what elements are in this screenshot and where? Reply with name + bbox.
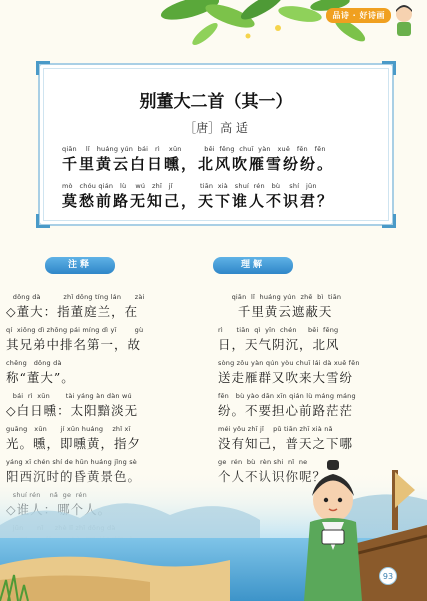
series-badge: 品诗 · 好诗画 <box>326 8 391 23</box>
poem-card <box>38 63 394 226</box>
poem-line <box>62 182 378 211</box>
understanding-pinyin: méi yǒu zhī jǐ pǔ tiān zhī xià nǎ <box>218 425 333 433</box>
note-line <box>6 359 204 392</box>
note-text: 光。曛，即曛黄，指夕 <box>6 436 142 451</box>
card-corner <box>36 61 50 75</box>
understanding-section-tab: 理解 <box>213 257 293 274</box>
note-pinyin: yáng xī chén shí de hūn huáng jǐng sè <box>6 458 137 466</box>
mascot-icon <box>391 4 417 38</box>
poem-line-text: 千里黄云白日曛，北风吹雁雪纷纷。 <box>62 155 335 173</box>
page-number: 93 <box>379 567 397 585</box>
note-text: 称“董大”。 <box>6 370 75 385</box>
understanding-pinyin: rì tiān qì yīn chén běi fēng <box>218 326 339 334</box>
understanding-pinyin: sòng zǒu yàn qún yòu chuī lái dà xuě fēn <box>218 359 360 367</box>
poem-author: ［唐］高 适 <box>184 121 248 135</box>
understanding-line <box>218 326 418 359</box>
poem-line-text: 莫愁前路无知己，天下谁人不识君？ <box>62 192 335 210</box>
note-line <box>6 326 204 359</box>
understanding-line <box>218 392 418 425</box>
note-line <box>6 392 204 425</box>
note-pinyin: dǒng dà zhǐ dǒng tíng lán zài <box>6 293 145 301</box>
understanding-pinyin: fēn bù yào dān xīn qián lù máng máng <box>218 392 356 400</box>
note-line <box>6 293 204 326</box>
understanding-pinyin: ge rén bù rèn shi nǐ ne <box>218 458 308 466</box>
poem-line <box>62 145 378 174</box>
understanding-text: 千里黄云遮蔽天 <box>218 304 333 319</box>
river-scene-illustration <box>0 430 427 601</box>
poem-line-pinyin: qiān lǐ huáng yún bái rì xūn běi fēng chuī yàn xuě fēn fēn <box>62 145 326 153</box>
note-text: ◇董大：指董庭兰，在 <box>6 304 139 319</box>
understanding-text: 送走雁群又吹来大雪纷 <box>218 370 354 385</box>
card-corner <box>36 214 50 228</box>
note-pinyin: bái rì xūn tài yáng àn dàn wú <box>6 392 132 400</box>
poem-line-pinyin: mò chóu qián lù wú zhī jǐ tiān xià shuí rén bù shí jūn <box>62 182 317 190</box>
understanding-text: 纷。不要担心前路茫茫 <box>218 403 354 418</box>
note-pinyin: qí xiōng dì zhōng pái míng dì yī gù <box>6 326 144 334</box>
understanding-text: 日，天气阴沉，北风 <box>218 337 340 352</box>
understanding-line <box>218 359 418 392</box>
understanding-pinyin: qiān lǐ huáng yún zhē bì tiān <box>218 293 342 301</box>
note-pinyin: guāng xūn jí xūn huáng zhǐ xī <box>6 425 131 433</box>
understanding-line <box>218 293 418 326</box>
understanding-text: 没有知己，普天之下哪 <box>218 436 354 451</box>
note-pinyin: chēng dǒng dà <box>6 359 62 367</box>
card-corner <box>382 61 396 75</box>
notes-section-tab: 注释 <box>45 257 115 274</box>
card-corner <box>382 214 396 228</box>
poem-title: 别董大二首（其一） <box>139 92 293 112</box>
note-text: 其兄弟中排名第一，故 <box>6 337 142 352</box>
note-text: ◇白日曛：太阳黯淡无 <box>6 403 139 418</box>
